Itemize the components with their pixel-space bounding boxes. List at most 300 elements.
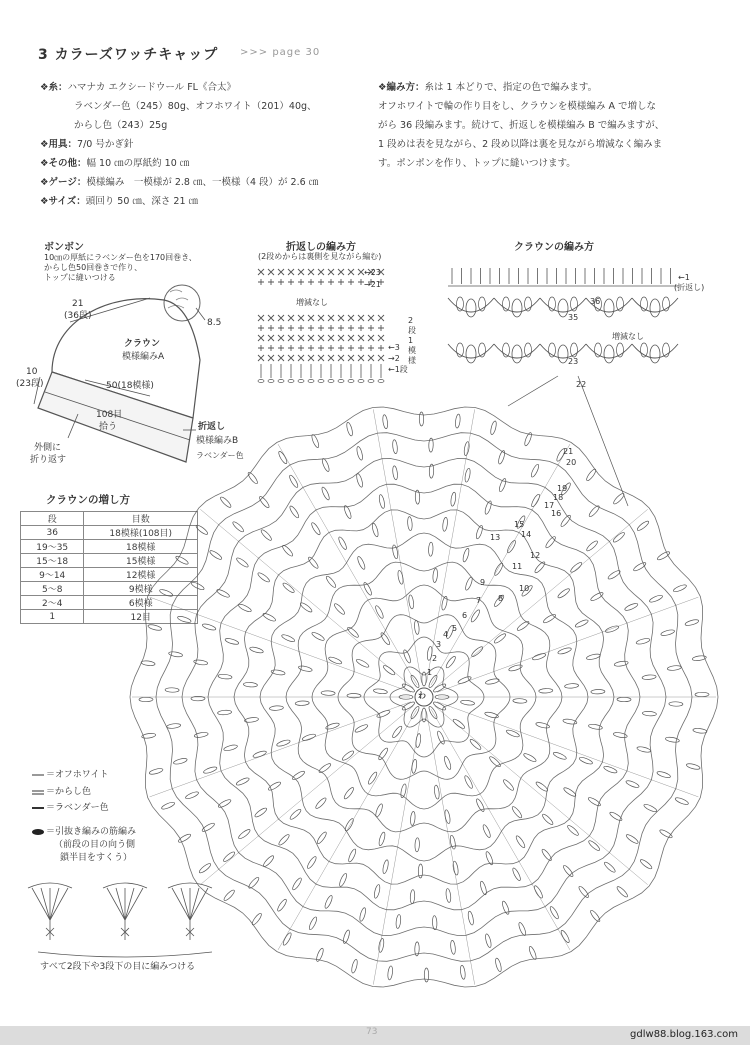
fold-note1: 外側に (34, 443, 62, 453)
yarn-line2: ラベンダー色（245）80g、オフホワイト（201）40g、 (74, 101, 317, 112)
fold-x-stitch (278, 355, 284, 361)
fold-x-stitch (348, 269, 354, 275)
fold-plus-stitch (378, 325, 384, 331)
crown-cluster-stitch (356, 556, 366, 571)
fold-plus-stitch (338, 279, 344, 285)
crown-cluster-stitch (470, 645, 484, 657)
crown-cluster-stitch (432, 701, 446, 712)
crown-cluster-stitch (316, 831, 328, 845)
crown-cluster-stitch (173, 757, 188, 765)
fold-plus-stitch (338, 325, 344, 331)
fold-row3: ←3 (388, 343, 400, 352)
fold-chain (348, 380, 354, 383)
strip-cluster (558, 345, 568, 363)
crown-cluster-stitch (373, 688, 387, 694)
band-height: 10 (26, 367, 38, 377)
crown-cluster-stitch (579, 756, 594, 765)
fold-plus-stitch (358, 325, 364, 331)
fold-x-stitch (268, 269, 274, 275)
mini-fan-line (190, 888, 208, 920)
fold-x-stitch (368, 335, 374, 341)
table-cell-rows: 36 (21, 526, 84, 540)
fold-x-stitch (328, 335, 334, 341)
crown-cluster-stitch (636, 520, 650, 532)
table-header-rows: 段 (21, 512, 84, 526)
crown-cluster-stitch (351, 959, 359, 974)
crown-cluster-stitch (288, 474, 299, 488)
fold-plus-stitch (348, 279, 354, 285)
fold-x-stitch (318, 269, 324, 275)
crown-cluster-stitch (452, 718, 466, 730)
strip-scallop (448, 344, 678, 358)
crown-cluster-stitch (443, 756, 452, 771)
round-row18: 18 (553, 493, 564, 502)
fold-plus-stitch (368, 325, 374, 331)
gauge-label: ❖ゲージ： (40, 177, 87, 188)
round-row15: 15 (514, 520, 525, 529)
round-row11: 11 (512, 562, 523, 571)
size-value: 頭回り 50 ㎝、深さ 21 ㎝ (85, 196, 199, 207)
crown-cluster-stitch (377, 747, 389, 761)
crown-cluster-stitch (497, 450, 505, 465)
fold-plus-stitch (308, 345, 314, 351)
crown-cluster-stitch (355, 473, 363, 488)
method-line1: 糸は 1 本どりで、指定の色で編みます。 (424, 82, 598, 93)
fold-plus-stitch (308, 325, 314, 331)
crown-cluster-stitch (217, 710, 231, 715)
table-cell-count: 12目 (84, 610, 198, 624)
round-row13: 13 (490, 533, 501, 542)
fold-x-stitch (278, 335, 284, 341)
brim-color: ラベンダー色 (196, 451, 244, 460)
fold-plus-stitch (338, 345, 344, 351)
crown-cluster-stitch (609, 811, 623, 822)
crown-cluster-stitch (685, 619, 700, 627)
fold-chain (378, 380, 384, 383)
crown-radial-guide (437, 702, 698, 797)
fold-x-stitch (298, 335, 304, 341)
fold-x-stitch (378, 315, 384, 321)
fold-chain (308, 380, 314, 383)
fold-x-stitch (268, 355, 274, 361)
crown-cluster-stitch (464, 468, 471, 483)
crown-cluster-stitch (315, 947, 324, 962)
fold-x-stitch (288, 269, 294, 275)
crown-cluster-stitch (528, 946, 538, 961)
strip-cluster (512, 299, 522, 317)
crown-cluster-stitch (530, 493, 541, 507)
crown-cluster-stitch (411, 759, 417, 773)
crown-cluster-stitch (515, 835, 526, 849)
crown-row35: 35 (568, 313, 579, 322)
crown-cluster-stitch (401, 683, 415, 694)
fold-chain (338, 380, 344, 383)
pompom-shape (164, 285, 200, 321)
fold-chain (258, 380, 264, 383)
round-row21: 21 (563, 447, 574, 456)
crown-cluster-stitch (311, 434, 321, 449)
crown-cluster-stitch (159, 588, 174, 597)
crown-cluster-stitch (302, 733, 317, 742)
crown-cluster-stitch (387, 966, 393, 980)
crown-cluster-stitch (276, 898, 288, 912)
crown-cluster-stitch (380, 632, 391, 646)
crown-cluster-stitch (541, 848, 553, 862)
crown-cluster-stitch (223, 744, 238, 752)
strip-cluster (604, 345, 614, 363)
crown-cluster-stitch (591, 689, 605, 694)
crown-cluster-stitch (460, 965, 466, 979)
mini-fan-line (50, 888, 59, 920)
strip-cluster (466, 345, 476, 363)
table-cell-rows: 1 (21, 610, 84, 624)
crown-cluster-stitch (450, 940, 456, 954)
fold-x-stitch (378, 335, 384, 341)
crown-cluster-stitch (649, 594, 664, 604)
fold-row1: ←1段 (388, 365, 408, 374)
crown-cluster-stitch (373, 884, 381, 899)
table-header-count: 目数 (84, 512, 198, 526)
fold-x-stitch (258, 269, 264, 275)
crown-cluster-stitch (613, 732, 628, 739)
crown-cluster-stitch (625, 779, 640, 788)
round-row12: 12 (530, 551, 541, 560)
crown-cluster-stitch (419, 412, 424, 426)
fold-x-stitch (358, 355, 364, 361)
crown-cluster-stitch (490, 420, 498, 435)
crown-cluster-stitch (165, 688, 179, 693)
crown-cluster-stitch (392, 466, 398, 480)
mini-fan-line (41, 888, 50, 920)
fold-x-stitch (318, 315, 324, 321)
crown-cluster-stitch (195, 524, 209, 536)
crown-cluster-stitch (321, 486, 331, 501)
crown-cluster-stitch (177, 615, 192, 623)
fold-plus-stitch (288, 279, 294, 285)
crown-cluster-stitch (669, 702, 683, 707)
fold-x-stitch (348, 335, 354, 341)
fold-chain (298, 380, 304, 383)
crown-cluster-stitch (355, 658, 369, 669)
method-label: ❖編み方： (378, 82, 425, 93)
crown-cluster-stitch (346, 626, 359, 639)
pattern-title: 3 カラーズワッチキャップ (38, 47, 219, 63)
pompom-size-arrow (196, 308, 205, 320)
fold-row23: ←23 (364, 268, 381, 277)
crown-cluster-stitch (518, 922, 528, 937)
fold-plus-stitch (328, 279, 334, 285)
pick-up-note: 拾う (99, 422, 118, 432)
crown-cluster-stitch (686, 763, 701, 771)
crown-cluster-stitch (534, 561, 547, 574)
legend-mustard: ＝からし色 (46, 787, 92, 797)
table-cell-count: 6模様 (84, 596, 198, 610)
fold-x-stitch (258, 315, 264, 321)
fold-plus-stitch (288, 345, 294, 351)
crown-cluster-stitch (574, 619, 589, 629)
crown-cluster-stitch (347, 693, 361, 698)
round-row4: 4 (443, 630, 449, 639)
yarn-line3: からし色（243）25g (74, 120, 168, 131)
round-row19: 19 (557, 484, 568, 493)
crown-cluster-stitch (281, 633, 296, 643)
crown-cluster-stitch (424, 968, 429, 982)
crown-cluster-stitch (258, 495, 270, 509)
crown-cluster-stitch (141, 660, 155, 666)
crown-cluster-stitch (295, 701, 309, 706)
mini-fan-line (125, 888, 134, 920)
table-cell-rows: 2〜4 (21, 596, 84, 610)
crown-pattern: 模様編みA (122, 352, 165, 362)
fold-x-stitch (348, 355, 354, 361)
crown-cluster-stitch (410, 890, 415, 904)
table-cell-rows: 15〜18 (21, 554, 84, 568)
crown-cluster-stitch (262, 855, 275, 868)
round-row17: 17 (544, 501, 555, 510)
fold-plus-stitch (378, 345, 384, 351)
legend-lavender: ＝ラベンダー色 (46, 803, 109, 813)
crown-cluster-stitch (502, 778, 515, 791)
crown-cluster-stitch (354, 723, 368, 733)
crown-cluster-stitch (436, 730, 445, 745)
round-row10: 10 (519, 584, 530, 593)
crown-cluster-stitch (347, 848, 357, 863)
fold-chart-title: 折返しの編み方 (286, 242, 356, 253)
crown-cluster-stitch (533, 885, 544, 899)
fold-plus-stitch (318, 345, 324, 351)
fold-x-stitch (298, 355, 304, 361)
crown-cluster-stitch (247, 876, 260, 889)
crown-cluster-stitch (467, 911, 474, 926)
crown-cluster-stitch (549, 906, 560, 920)
crown-cluster-stitch (603, 861, 616, 874)
crown-cluster-stitch (642, 674, 656, 680)
crown-cluster-stitch (484, 500, 493, 515)
mini-fan-top (28, 883, 72, 888)
round-row14: 14 (521, 530, 532, 539)
crown-cluster-stitch (667, 665, 681, 671)
crown-cluster-stitch (149, 767, 164, 775)
fold-one-pattern: 1模様 (408, 336, 416, 365)
crown-cluster-stitch (505, 729, 520, 738)
strip-cluster (466, 299, 476, 317)
crown-cluster-stitch (560, 514, 572, 528)
crown-cluster-stitch (553, 751, 568, 761)
table-cell-count: 18模様(108目) (84, 526, 198, 540)
crown-cluster-stitch (511, 867, 521, 881)
table-cell-count: 18模様 (84, 540, 198, 554)
tools-value: 7/0 号かぎ針 (77, 139, 134, 150)
fold-x-stitch (318, 335, 324, 341)
crown-cluster-stitch (484, 933, 492, 948)
table-cell-count: 9模様 (84, 582, 198, 596)
crown-cluster-stitch (343, 505, 352, 520)
crown-cluster-stitch (482, 824, 492, 839)
fold-plus-stitch (278, 345, 284, 351)
crown-cluster-stitch (291, 770, 305, 781)
crown-cluster-stitch (488, 755, 501, 768)
crown-cluster-stitch (289, 808, 302, 821)
crown-cluster-stitch (185, 791, 200, 801)
fold-plus-stitch (328, 325, 334, 331)
fold-x-stitch (328, 355, 334, 361)
fold-x-stitch (378, 355, 384, 361)
crown-cluster-stitch (557, 587, 571, 599)
crown-cluster-stitch (432, 683, 446, 694)
crown-cluster-stitch (223, 889, 236, 902)
crown-cluster-stitch (587, 839, 600, 852)
crown-cluster-stitch (564, 683, 578, 688)
crown-cluster-stitch (410, 811, 416, 825)
method-line3: がら 36 段編みます。続けて、折返しを模様編み B で編みますが、 (378, 120, 665, 131)
crown-chart-title: クラウンの編み方 (514, 242, 594, 253)
method-line4: 1 段めは表を見ながら、2 段め以降は裏を見ながら増減なく編みま (378, 139, 663, 150)
method-line2: オフホワイトで輪の作り目をし、クラウンを模様編み A で増しな (378, 101, 656, 112)
stitch-count: 108目 (96, 410, 123, 420)
crown-cluster-stitch (513, 698, 527, 703)
crown-cluster-stitch (485, 851, 494, 866)
crown-cluster-stitch (190, 581, 205, 591)
legend-spike-line1: ＝引抜き編みの筋編み (46, 827, 137, 837)
crown-cluster-stitch (563, 786, 577, 797)
yarn-line1: ハマナカ エクシードウール FL《合太》 (67, 82, 236, 93)
crown-cluster-stitch (586, 653, 601, 661)
crown-cluster-stitch (254, 807, 268, 819)
crown-cluster-stitch (238, 603, 252, 613)
crown-cluster-stitch (382, 859, 389, 874)
crown-cluster-stitch (539, 688, 553, 693)
crown-cluster-stitch (511, 805, 523, 819)
crown-cluster-stitch (605, 625, 620, 634)
pompom-note1: 10㎝の厚紙にラベンダー色を170回巻き、 (44, 253, 197, 262)
crown-cluster-stitch (562, 864, 574, 878)
legend-offwhite: ＝オフホワイト (46, 770, 109, 780)
fold-chain (328, 380, 334, 383)
fold-x-stitch (348, 315, 354, 321)
fold-x-stitch (328, 315, 334, 321)
pompom-dim: 8.5 (207, 318, 222, 328)
crown-cluster-stitch (374, 803, 383, 818)
fold-x-stitch (288, 355, 294, 361)
crown-cluster-stitch (516, 620, 530, 632)
crown-cluster-stitch (470, 609, 481, 623)
fold-plus-stitch (268, 345, 274, 351)
crown-cluster-stitch (314, 797, 327, 810)
crown-cluster-stitch (391, 725, 403, 739)
crown-cluster-stitch (346, 422, 354, 437)
round-row16: 16 (551, 509, 562, 518)
crown-cluster-stitch (475, 525, 484, 540)
brim-label: 折返し (198, 422, 226, 432)
pompom-title: ボンボン (44, 242, 84, 253)
table-cell-rows: 9〜14 (21, 568, 84, 582)
crown-cluster-stitch (306, 855, 317, 869)
fold-x-stitch (358, 315, 364, 321)
crown-cluster-stitch (225, 637, 240, 645)
legend-footer-note: すべて2段下や3段下の目に編みつける (40, 962, 196, 972)
fold-plus-stitch (268, 325, 274, 331)
mini-fan-line (32, 888, 50, 920)
crown-cluster-stitch (328, 656, 343, 665)
crown-cluster-stitch (321, 458, 331, 473)
fold-x-stitch (308, 355, 314, 361)
crown-cluster-stitch (407, 516, 413, 530)
crown-height: 21 (72, 299, 84, 309)
strip-cluster (650, 345, 660, 363)
crown-label: クラウン (124, 339, 161, 349)
crown-cluster-stitch (617, 697, 631, 702)
crown-cluster-stitch (464, 576, 473, 591)
fold-x-stitch (278, 315, 284, 321)
fold-plus-stitch (328, 345, 334, 351)
crown-cluster-stitch (674, 796, 689, 805)
crown-cluster-stitch (660, 629, 675, 637)
crown-cluster-stitch (428, 542, 433, 556)
crown-radial-guide (150, 597, 411, 692)
crown-cluster-stitch (237, 828, 251, 840)
crown-cluster-stitch (333, 602, 346, 615)
crown-cluster-stitch (462, 548, 470, 563)
crown-cluster-stitch (337, 536, 347, 550)
fold-x-stitch (268, 335, 274, 341)
crown-cluster-stitch (612, 492, 625, 505)
crown-cluster-stitch (260, 529, 273, 542)
crown-row36: 36 (590, 297, 601, 306)
crown-cluster-stitch (378, 494, 385, 509)
crown-cluster-stitch (310, 522, 321, 536)
round-center: わ (418, 691, 426, 700)
circumference: 50(18模様) (106, 381, 154, 391)
crown-cluster-stitch (642, 711, 656, 716)
fold-x-stitch (298, 269, 304, 275)
fold-x-stitch (308, 315, 314, 321)
mini-fan-line (125, 888, 143, 920)
crown-cluster-stitch (218, 674, 232, 680)
fold-x-stitch (278, 269, 284, 275)
crown-cluster-stitch (247, 471, 259, 485)
crown-cluster-stitch (244, 717, 258, 723)
crown-cluster-stitch (541, 813, 554, 826)
crown-cluster-stitch (493, 632, 507, 644)
crown-cluster-stitch (463, 775, 473, 789)
crown-cluster-stitch (569, 561, 583, 573)
fold-x-stitch (268, 315, 274, 321)
crown-cluster-stitch (636, 746, 651, 754)
crown-cluster-stitch (523, 752, 537, 763)
mini-fan-line (107, 888, 125, 920)
fold-rows2: 2段 (408, 316, 416, 335)
crown-cluster-stitch (243, 682, 257, 687)
crown-cluster-stitch (371, 523, 379, 538)
crown-cluster-stitch (485, 678, 500, 685)
crown-cluster-stitch (585, 540, 598, 553)
crown-cluster-stitch (498, 478, 507, 493)
strip-cluster (604, 299, 614, 317)
fold-plus-stitch (358, 345, 364, 351)
round-row3: 3 (436, 640, 442, 649)
strip-cluster (650, 299, 660, 317)
crown-cluster-stitch (291, 877, 303, 891)
crown-cluster-stitch (338, 873, 348, 888)
table-cell-count: 15模様 (84, 554, 198, 568)
crown-row1-arrow: ←1 (678, 273, 690, 282)
crown-cluster-stitch (324, 895, 334, 910)
crown-cluster-stitch (544, 535, 556, 549)
strip-cluster (558, 299, 568, 317)
mini-fan-line (116, 888, 125, 920)
crown-row23: 23 (568, 357, 579, 366)
mini-fan-line (50, 888, 68, 920)
